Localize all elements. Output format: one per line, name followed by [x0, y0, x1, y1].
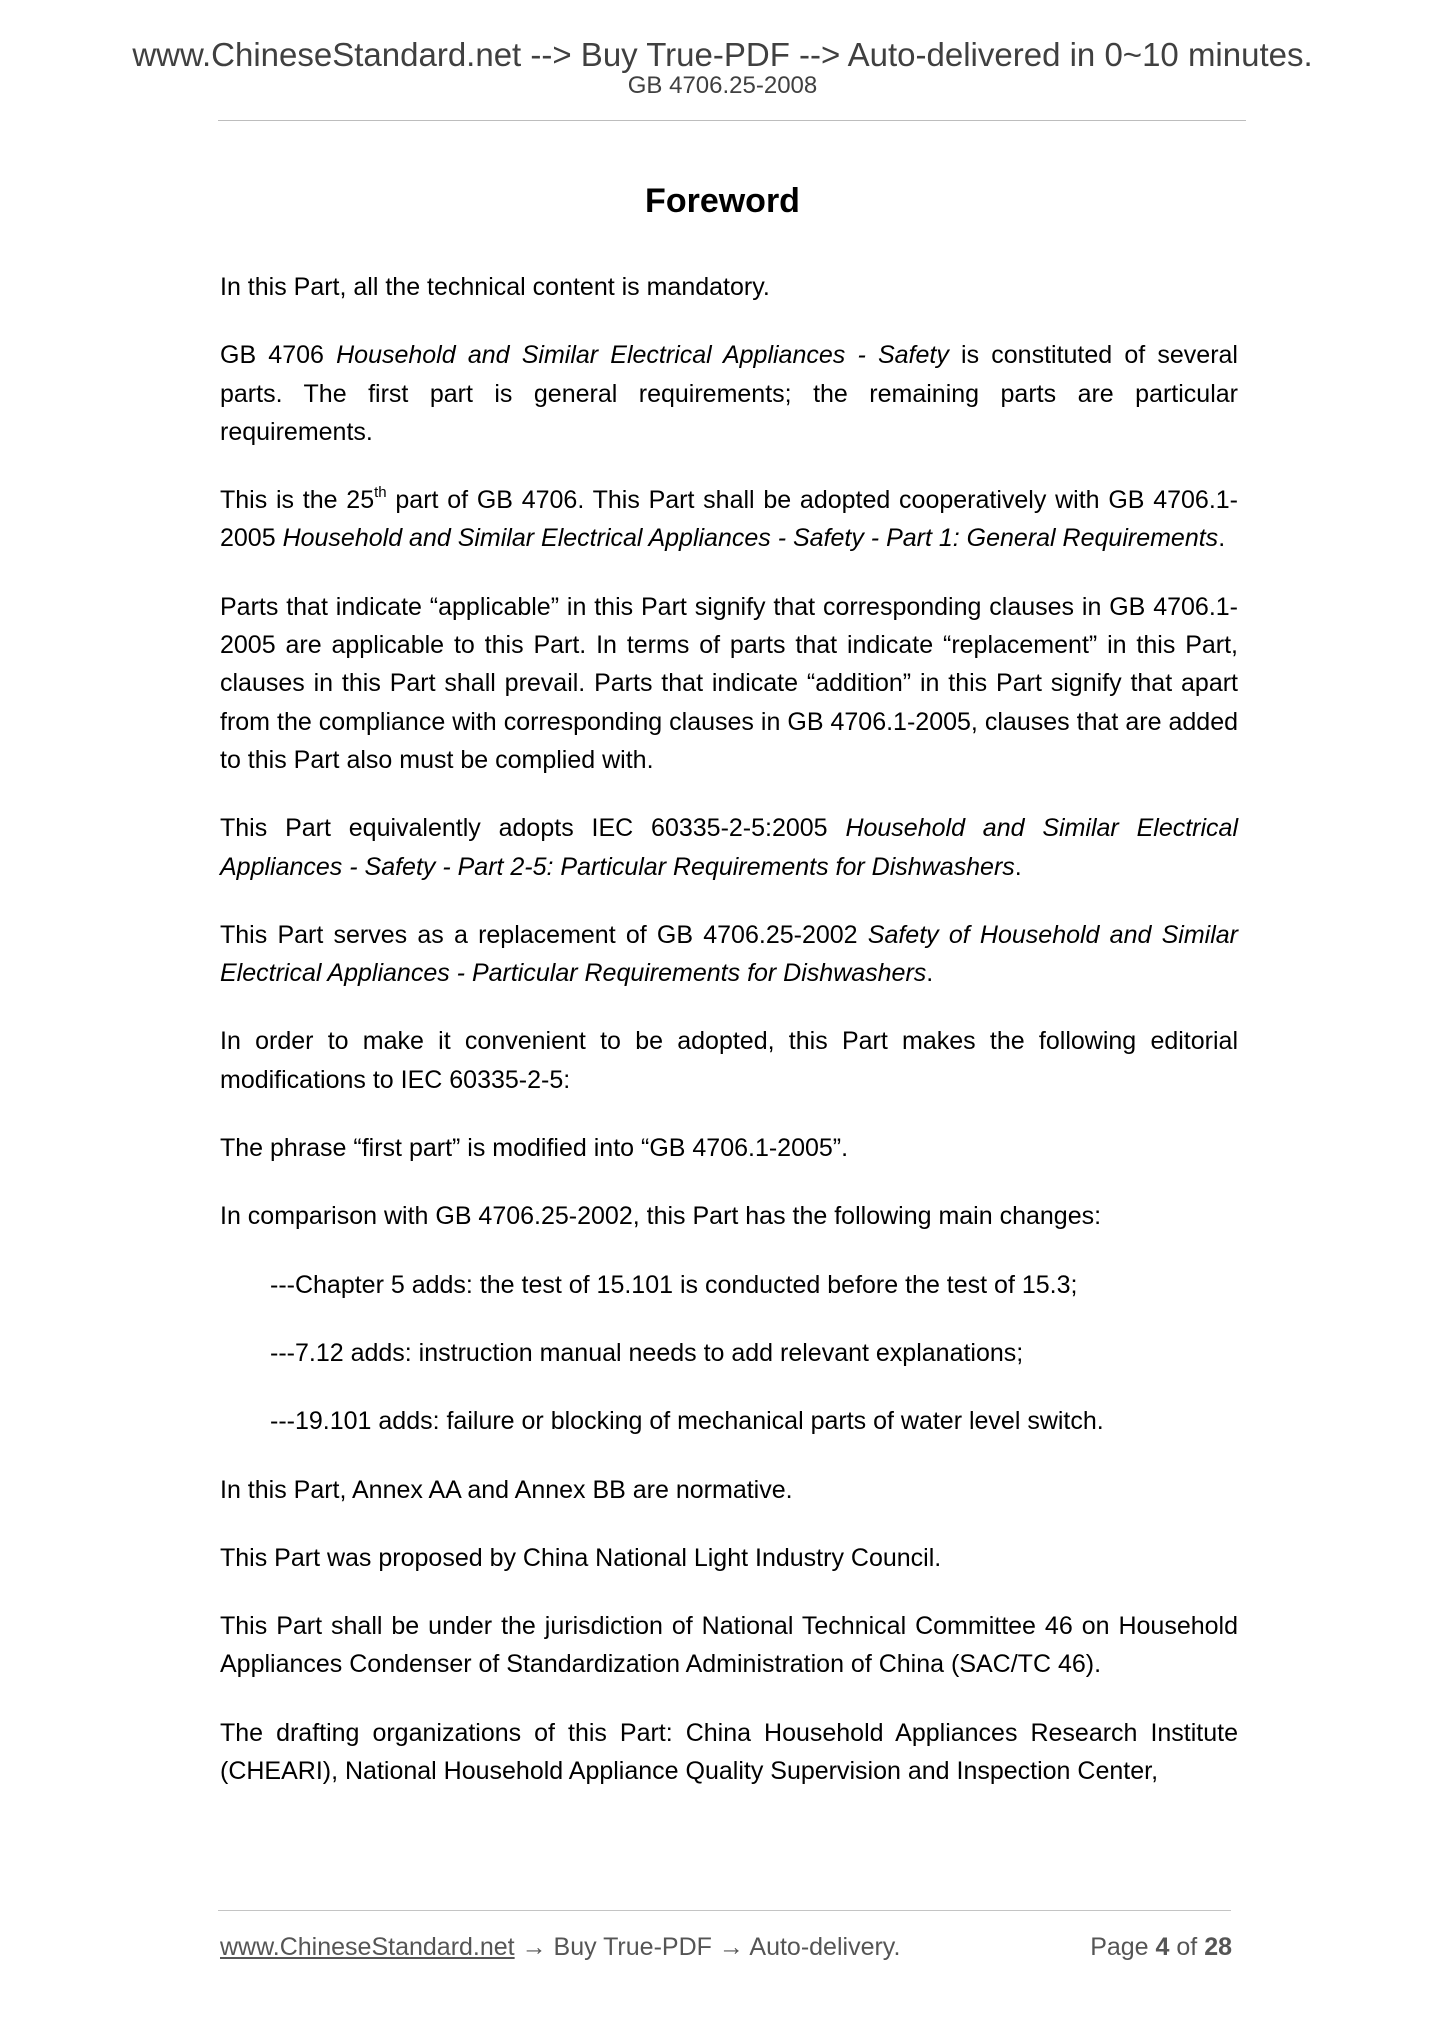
foreword-body: [220, 268, 1238, 1820]
text: .: [1218, 524, 1226, 553]
text: .: [1014, 852, 1022, 881]
paragraph-adoption: [220, 809, 1238, 886]
website-link[interactable]: www.ChineseStandard.net: [220, 1933, 515, 1961]
paragraph-annexes: In this Part, Annex AA and Annex BB are normative.: [220, 1475, 793, 1504]
footer-left: [220, 1930, 900, 1964]
paragraph-replacement: [220, 916, 1238, 993]
paragraph-drafting-organizations: The drafting organizations of this Part: China Household Appliances Research Institute (CHEARI), National Household Appliance Quality Supervision and Inspection Center,: [220, 1718, 1238, 1786]
header-divider: [218, 120, 1246, 121]
paragraph-applicability: Parts that indicate “applicable” in this Part signify that corresponding clauses in GB 4706.1-2005 are applicable to this Part. In terms of parts that indicate “replacement” in this Part, clauses in this Part shall prevail. Parts that indicate “addition” in this Part signify that apart from the compliance with corresponding clauses in GB 4706.1-2005, clauses that are added to this Part also must be complied with.: [220, 592, 1238, 774]
list-item: ---Chapter 5 adds: the test of 15.101 is conducted before the test of 15.3;: [270, 1270, 1078, 1299]
standard-title: Household and Similar Electrical Appliances - Safety: [336, 341, 949, 370]
footer-divider: [218, 1910, 1231, 1911]
page-indicator: [1090, 1930, 1232, 1964]
paragraph-jurisdiction: This Part shall be under the jurisdiction of National Technical Committee 46 on Household Appliances Condenser of Standardization Administration of China (SAC/TC 46).: [220, 1612, 1238, 1679]
paragraph-main-changes: In comparison with GB 4706.25-2002, this Part has the following main changes:: [220, 1202, 1102, 1231]
site-banner: www.ChineseStandard.net --> Buy True-PDF --> Auto-delivered in 0~10 minutes.: [132, 36, 1313, 73]
paragraph-part-number: [220, 481, 1238, 558]
footer-text: → Buy True-PDF → Auto-delivery.: [514, 1933, 901, 1961]
of-label: of: [1169, 1933, 1205, 1961]
text: This Part equivalently adopts IEC 60335-2-5:2005: [220, 814, 846, 843]
text: .: [926, 959, 934, 988]
text: GB 4706: [220, 341, 337, 370]
standard-title: Safety of Household and Similar Electrical Appliances - Particular Requirements for Dishwashers: [220, 920, 1238, 988]
paragraph-proposer: This Part was proposed by China National Light Industry Council.: [220, 1543, 942, 1572]
page-number: 4: [1155, 1933, 1170, 1961]
paragraph-phrase-modification: The phrase “first part” is modified into “GB 4706.1-2005”.: [220, 1134, 849, 1163]
text: This Part serves as a replacement of GB 4706.25-2002: [220, 920, 868, 949]
text: is constituted of several parts. The first part is general requirements; the remaining parts are particular requirements.: [220, 341, 1238, 446]
paragraph-editorial: In order to make it convenient to be adopted, this Part makes the following editorial modifications to IEC 60335-2-5:: [220, 1027, 1238, 1094]
footer: [220, 1930, 1232, 1964]
ordinal-suffix: th: [374, 483, 387, 501]
standard-code-header: GB 4706.25-2008: [627, 72, 818, 99]
text: part of GB 4706. This Part shall be adopted cooperatively with GB 4706.1-2005: [220, 486, 1238, 553]
standard-title: Household and Similar Electrical Appliances - Safety - Part 1: General Requirements: [282, 524, 1219, 553]
list-item: ---7.12 adds: instruction manual needs to add relevant explanations;: [270, 1338, 1024, 1367]
page-total: 28: [1204, 1933, 1232, 1961]
text: This is the 25: [220, 486, 375, 515]
page-title: Foreword: [645, 182, 800, 220]
page-label: Page: [1090, 1933, 1156, 1961]
standard-title: Household and Similar Electrical Appliances - Safety - Part 2-5: Particular Requirements for Dishwashers: [220, 814, 1239, 881]
paragraph-mandatory: In this Part, all the technical content is mandatory.: [220, 273, 770, 301]
paragraph-constitution: [220, 336, 1238, 451]
list-item: ---19.101 adds: failure or blocking of mechanical parts of water level switch.: [270, 1407, 1104, 1436]
